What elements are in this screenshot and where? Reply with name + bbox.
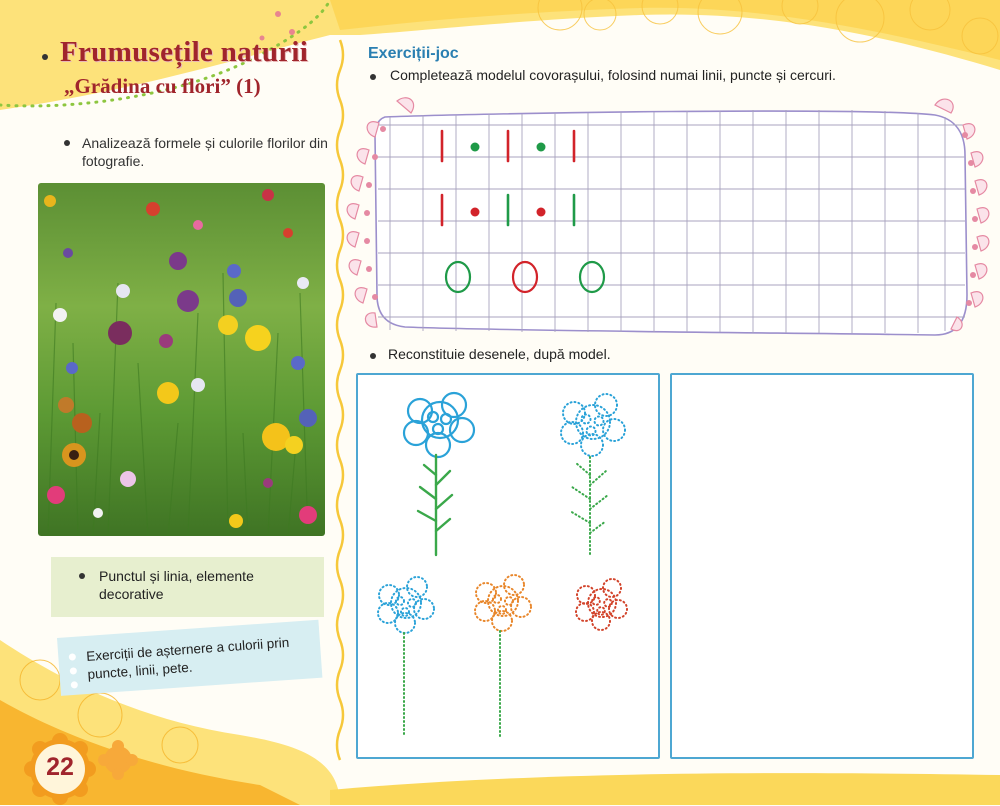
dotted-flower-red [576,579,627,630]
dotted-flower-blue [378,577,434,633]
instruction-bullet [370,353,376,359]
page-number: 22 [46,753,74,781]
instruction-rug: Completează modelul covorașului, folosind numai linii, puncte și cercuri. [390,67,836,83]
model-flower-solid [404,393,474,457]
page-title: Frumusețile naturii [60,36,309,68]
intro-bullet [64,140,70,146]
page-subtitle: „Grădina cu flori” (1) [64,74,261,98]
dotted-flower-top-right [561,394,625,456]
drawing-model-panel [356,373,660,759]
model-stem-solid [418,455,452,555]
intro-text: Analizează formele și culorile florilor din fotografie. [82,135,328,169]
instruction-reconstruct: Reconstituie desenele, după model. [388,346,611,362]
dotted-flower-orange [475,575,531,631]
topic-text: Punctul și linia, elemente decorative [99,568,254,602]
rug-pattern-grid [345,95,1000,345]
section-title: Exerciții-joc [368,45,459,62]
wildflower-photo [38,183,325,536]
pencil-bullets-icon [66,651,81,692]
topic-text: Exerciții de așternere a culorii prin puncte, linii, pete. [85,634,290,682]
title-bullet [42,54,48,60]
instruction-bullet [370,74,376,80]
drawing-answer-panel[interactable] [670,373,974,759]
flower-decoration-icon [98,740,138,780]
topic-bullet [79,573,85,579]
topic-box-point-line [51,557,324,617]
dotted-stem-top-right [570,457,608,555]
